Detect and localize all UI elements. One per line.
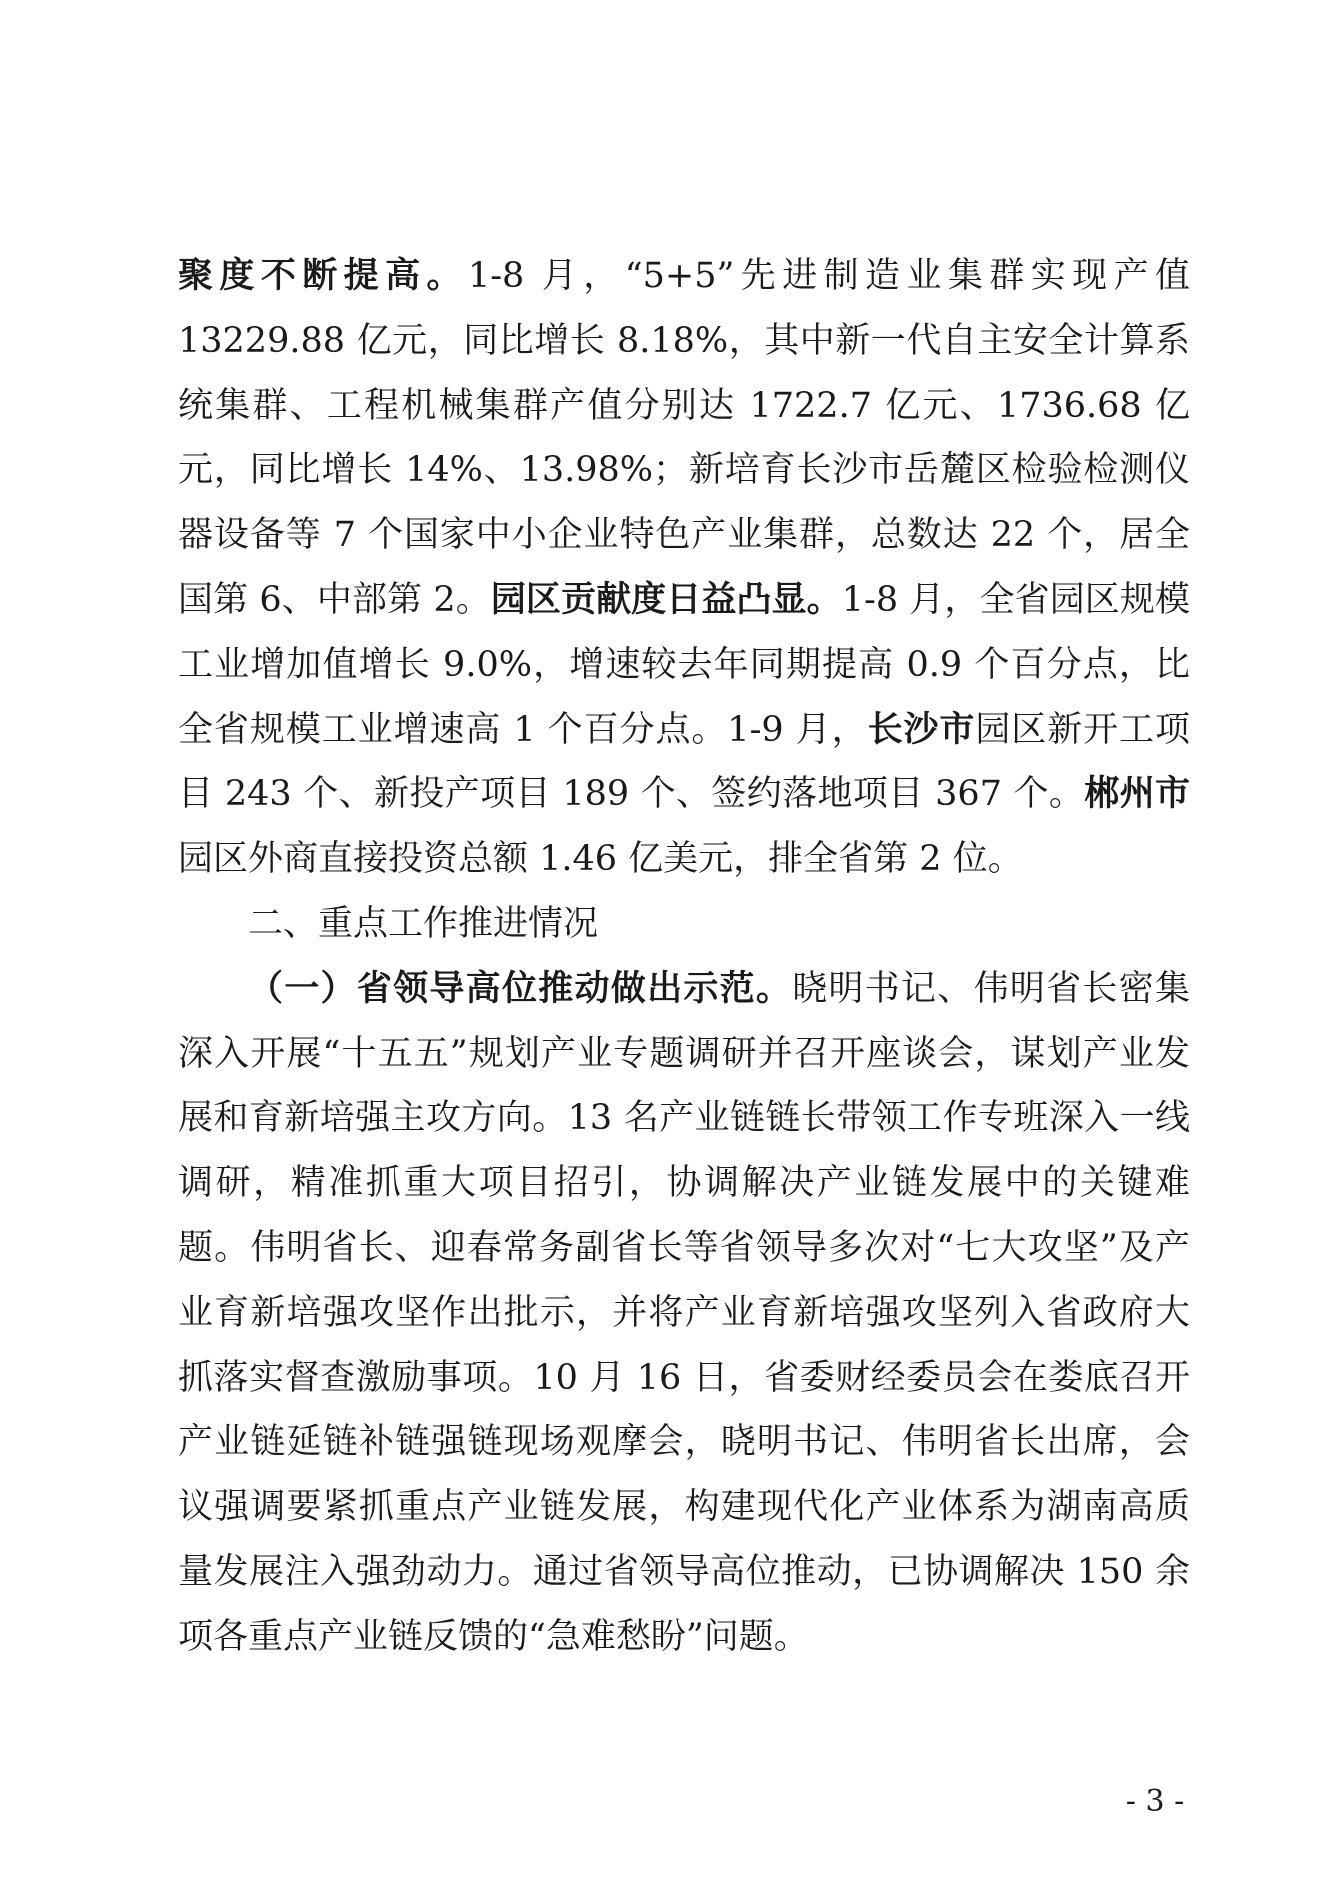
subsection-lead: （一）省领导高位推动做出示范。	[248, 967, 793, 1009]
body-text: 1-8 月，全省园区规模工业增加值增长 9.0%，增速较去年同期提高 0.9 个百分点，比全省规模工业增速高 1 个百分点。1-9 月，	[178, 579, 1190, 750]
body-text: 园区外商直接投资总额 1.46 亿美元，排全省第 2 位。	[178, 839, 1023, 880]
bold-city-name: 长沙市	[867, 708, 976, 750]
document-body	[178, 244, 1190, 1670]
paragraph-cluster-results	[178, 244, 1190, 892]
paragraph-leadership	[178, 957, 1190, 1670]
bold-city-name: 郴州市	[1084, 773, 1190, 815]
body-text: 1-8 月，“5+5”先进制造业集群实现产值 13229.88 亿元，同比增长 8.18%，其中新一代自主安全计算系统集群、工程机械集群产值分别达 1722.7 亿元、1736.68 亿元，同比增长 14%、13.98%；新培育长沙市岳麓区检验检测仪器设备等 7 个国家中小企业特色产业集群，总数达 22 个，居全国第 6、中部第 2。	[178, 256, 1191, 620]
section-heading: 二、重点工作推进情况	[248, 903, 599, 944]
bold-phrase: 园区贡献度日益凸显。	[490, 578, 842, 620]
body-text: 晓明书记、伟明省长密集深入开展“十五五”规划产业专题调研并召开座谈会，谋划产业发展和育新培强主攻方向。13 名产业链链长带领工作专班深入一线调研，精准抓重大项目招引，协调解决产业链发展中的关键难题。伟明省长、迎春常务副省长等省领导多次对“七大攻坚”及产业育新培强攻坚作出批示，并将产业育新培强攻坚列入省政府大抓落实督查激励事项。10 月 16 日，省委财经委员会在娄底召开产业链延链补链强链现场观摩会，晓明书记、伟明省长出席，会议强调要紧抓重点产业链发展，构建现代化产业体系为湖南高质量发展注入强劲动力。通过省领导高位推动，已协调解决 150 余项各重点产业链反馈的“急难愁盼”问题。	[178, 968, 1190, 1657]
page-number: - 3 -	[1125, 1784, 1185, 1819]
body-text: 园区新开工项目 243 个、新投产项目 189 个、签约落地项目 367 个。	[178, 709, 1190, 815]
bold-phrase: 聚度不断提高。	[178, 255, 468, 296]
